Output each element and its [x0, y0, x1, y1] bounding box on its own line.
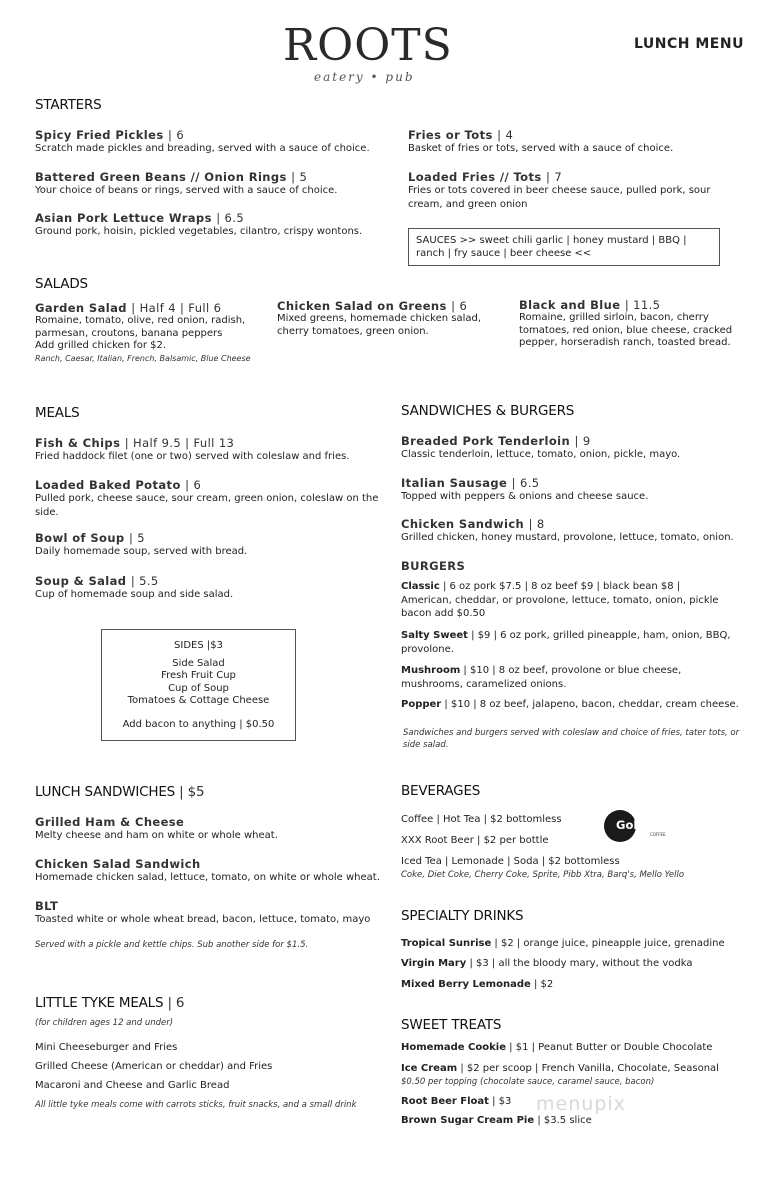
meal-item: [35, 574, 380, 602]
item-price: | 6: [167, 128, 185, 142]
side-item: Cup of Soup: [168, 682, 229, 694]
tyke-item: Mini Cheeseburger and Fries: [35, 1042, 178, 1053]
ice-cream-note: $0.50 per topping (chocolate sauce, caramel sauce, bacon): [401, 1077, 655, 1087]
item-name: Italian Sausage: [401, 476, 508, 490]
item-desc: Toasted white or whole wheat bread, bacon, lettuce, tomato, mayo: [35, 914, 371, 925]
burger-desc: | $10 | 8 oz beef, jalapeno, bacon, cheddar, cream cheese.: [444, 699, 739, 710]
item-name: Grilled Ham & Cheese: [35, 815, 185, 829]
sides-box: [101, 629, 296, 741]
item-name: Battered Green Beans // Onion Rings: [35, 170, 287, 184]
burger-item: [401, 580, 733, 621]
item-name: Loaded Fries // Tots: [408, 170, 542, 184]
item-desc: Daily homemade soup, served with bread.: [35, 546, 248, 557]
item-price: | 6: [185, 478, 202, 492]
gobena-brand: Gobena: [616, 818, 666, 832]
meals-heading: MEALS: [35, 405, 80, 421]
lunch-sandwich-item: [35, 899, 380, 927]
drink-name: Mixed Berry Lemonade: [401, 979, 531, 990]
sandwiches-heading: SANDWICHES & BURGERS: [401, 403, 575, 419]
item-price: | 8: [528, 517, 545, 531]
item-price: | 6.5: [511, 476, 540, 490]
item-price: | 4: [497, 128, 514, 142]
sweet-treats-heading: SWEET TREATS: [401, 1017, 502, 1033]
sides-addon: Add bacon to anything | $0.50: [122, 718, 275, 730]
treat-desc: | $1 | Peanut Butter or Double Chocolate: [505, 1042, 713, 1053]
item-name: Black and Blue: [519, 298, 621, 312]
treat-name: Ice Cream: [401, 1063, 458, 1074]
specialty-item: [401, 937, 725, 951]
item-name: BLT: [35, 899, 59, 913]
side-item: Tomatoes & Cottage Cheese: [127, 695, 270, 706]
sides-price: |$3: [206, 640, 223, 651]
side-item: Side Salad: [172, 657, 225, 669]
burger-item: [401, 629, 733, 656]
item-desc: Fries or tots covered in beer cheese sauce, pulled pork, sour cream, and green onion: [408, 185, 711, 210]
item-extra: Add grilled chicken for $2.: [35, 340, 167, 351]
watermark: menupix: [536, 1093, 626, 1115]
item-name: Garden Salad: [35, 301, 127, 315]
little-tyke-sub: (for children ages 12 and under): [35, 1018, 174, 1028]
item-desc: Basket of fries or tots, served with a sauce of choice.: [408, 143, 674, 154]
starter-item: [408, 170, 728, 211]
item-price: | 5.5: [130, 574, 159, 588]
starter-item: [35, 170, 385, 198]
burger-desc: | $10 | 8 oz beef, provolone or blue cheese, mushrooms, caramelized onions.: [401, 665, 682, 690]
specialty-heading: SPECIALTY DRINKS: [401, 908, 524, 924]
starters-heading: STARTERS: [35, 97, 102, 113]
lunch-sandwiches-note: Served with a pickle and kettle chips. Sub another side for $1.5.: [35, 940, 309, 950]
little-tyke-title: LITTLE TYKE MEALS: [35, 995, 164, 1011]
item-price: | 7: [546, 170, 563, 184]
item-price: | 6.5: [216, 211, 245, 225]
sandwich-item: [401, 476, 741, 504]
burger-item: [401, 664, 733, 691]
item-name: Spicy Fried Pickles: [35, 128, 164, 142]
meal-item: [35, 531, 380, 559]
item-desc: Ground pork, hoisin, pickled vegetables, cilantro, crispy wontons.: [35, 226, 363, 237]
item-desc: Romaine, tomato, olive, red onion, radish, parmesan, croutons, banana peppers: [35, 315, 246, 339]
salad-item: [519, 298, 734, 350]
item-name: Chicken Salad on Greens: [277, 299, 447, 313]
lunch-sandwich-item: [35, 857, 380, 885]
item-desc: Mixed greens, homemade chicken salad, cherry tomatoes, green onion.: [277, 313, 482, 337]
beverage-item: XXX Root Beer | $2 per bottle: [401, 835, 549, 846]
lunch-sandwiches-title: LUNCH SANDWICHES: [35, 784, 176, 800]
specialty-item: [401, 978, 553, 992]
salads-heading: SALADS: [35, 276, 88, 292]
little-tyke-heading: [35, 995, 184, 1011]
item-desc: Fried haddock filet (one or two) served with coleslaw and fries.: [35, 451, 350, 462]
logo: ROOTS: [283, 20, 453, 71]
beverages-heading: BEVERAGES: [401, 783, 481, 799]
burger-name: Popper: [401, 699, 442, 710]
beverage-item: Iced Tea | Lemonade | Soda | $2 bottomless: [401, 856, 620, 867]
lunch-sandwich-item: [35, 815, 380, 843]
burger-desc: | $9 | 6 oz pork, grilled pineapple, ham, onion, BBQ, provolone.: [401, 630, 731, 655]
item-desc: Grilled chicken, honey mustard, provolone, lettuce, tomato, onion.: [401, 532, 734, 543]
item-name: Chicken Sandwich: [401, 517, 525, 531]
specialty-item: [401, 957, 692, 971]
item-desc: Homemade chicken salad, lettuce, tomato, on white or whole wheat.: [35, 872, 380, 883]
treat-name: Root Beer Float: [401, 1096, 489, 1107]
tyke-item: Macaroni and Cheese and Garlic Bread: [35, 1080, 230, 1091]
sauces-box: SAUCES >> sweet chili garlic | honey mustard | BBQ | ranch | fry sauce | beer cheese <<: [408, 228, 720, 266]
burger-item: [401, 698, 741, 712]
treat-name: Homemade Cookie: [401, 1042, 506, 1053]
beverage-item: Coffee | Hot Tea | $2 bottomless: [401, 814, 562, 825]
side-item: Fresh Fruit Cup: [161, 670, 236, 681]
item-name: Bowl of Soup: [35, 531, 125, 545]
starter-item: [408, 128, 728, 156]
gobena-brand-sub: COFFEE: [650, 832, 666, 837]
item-name: Asian Pork Lettuce Wraps: [35, 211, 212, 225]
item-name: Soup & Salad: [35, 574, 127, 588]
sides-title: SIDES: [174, 640, 204, 651]
starter-item: [35, 128, 385, 156]
item-price: | 6: [451, 299, 468, 313]
little-tyke-price: | 6: [167, 995, 185, 1011]
item-desc: Pulled pork, cheese sauce, sour cream, green onion, coleslaw on the side.: [35, 493, 379, 518]
lunch-sandwiches-price: | $5: [179, 784, 205, 800]
meal-item: [35, 478, 380, 519]
item-desc: Melty cheese and ham on white or whole wheat.: [35, 830, 278, 841]
item-name: Breaded Pork Tenderloin: [401, 434, 571, 448]
sweet-item: [401, 1041, 712, 1055]
item-desc: Cup of homemade soup and side salad.: [35, 589, 234, 600]
treat-name: Brown Sugar Cream Pie: [401, 1115, 535, 1126]
item-desc: Your choice of beans or rings, served with a sauce of choice.: [35, 185, 338, 196]
sandwiches-note: Sandwiches and burgers served with coleslaw and choice of fries, tater tots, or side salad.: [403, 728, 740, 750]
burgers-heading: BURGERS: [401, 559, 466, 573]
burger-name: Mushroom: [401, 665, 461, 676]
item-name: Fries or Tots: [408, 128, 493, 142]
treat-desc: | $3.5 slice: [534, 1115, 592, 1126]
dressing-list: Ranch, Caesar, Italian, French, Balsamic, Blue Cheese: [35, 353, 251, 363]
burger-desc: | 6 oz pork $7.5 | 8 oz beef $9 | black bean $8 | American, cheddar, or provolone, lettuce, tomato, onion, pickle bacon add $0.50: [401, 581, 719, 619]
starter-item: [35, 211, 385, 239]
salad-item: [35, 301, 257, 364]
drink-desc: | $2: [530, 979, 554, 990]
item-price: | Half 9.5 | Full 13: [124, 436, 235, 450]
drink-desc: | $2 | orange juice, pineapple juice, grenadine: [491, 938, 725, 949]
drink-desc: | $3 | all the bloody mary, without the vodka: [466, 958, 693, 969]
soda-list: Coke, Diet Coke, Cherry Coke, Sprite, Pibb Xtra, Barq's, Mello Yello: [401, 870, 685, 880]
little-tyke-note: All little tyke meals come with carrots sticks, fruit snacks, and a small drink: [35, 1100, 357, 1110]
sweet-item: [401, 1114, 592, 1128]
item-price: | 5: [128, 531, 145, 545]
burger-name: Classic: [401, 581, 440, 592]
salad-item: [277, 299, 502, 338]
tyke-item: Grilled Cheese (American or cheddar) and Fries: [35, 1061, 273, 1072]
sweet-item: [401, 1095, 511, 1109]
drink-name: Virgin Mary: [401, 958, 467, 969]
item-desc: Romaine, grilled sirloin, bacon, cherry tomatoes, red onion, blue cheese, cracked pepper, horseradish ranch, toasted bread.: [519, 312, 733, 348]
item-desc: Classic tenderloin, lettuce, tomato, onion, pickle, mayo.: [401, 449, 681, 460]
gobena-coffee-logo: [604, 810, 674, 844]
item-price: | Half 4 | Full 6: [131, 301, 222, 315]
sweet-item: [401, 1062, 719, 1076]
item-name: Loaded Baked Potato: [35, 478, 181, 492]
sandwich-item: [401, 434, 741, 462]
lunch-sandwiches-heading: [35, 784, 204, 800]
sandwich-item: [401, 517, 741, 545]
item-price: | 11.5: [624, 298, 661, 312]
item-price: | 5: [291, 170, 308, 184]
treat-desc: | $2 per scoop | French Vanilla, Chocolate, Seasonal: [457, 1063, 719, 1074]
meal-item: [35, 436, 380, 464]
item-name: Fish & Chips: [35, 436, 121, 450]
item-price: | 9: [574, 434, 591, 448]
item-name: Chicken Salad Sandwich: [35, 857, 201, 871]
burger-name: Salty Sweet: [401, 630, 468, 641]
item-desc: Scratch made pickles and breading, served with a sauce of choice.: [35, 143, 370, 154]
logo-tagline: eatery • pub: [314, 70, 415, 84]
treat-desc: | $3: [488, 1096, 512, 1107]
drink-name: Tropical Sunrise: [401, 938, 492, 949]
item-desc: Topped with peppers & onions and cheese sauce.: [401, 491, 649, 502]
menu-title: LUNCH MENU: [634, 36, 744, 52]
